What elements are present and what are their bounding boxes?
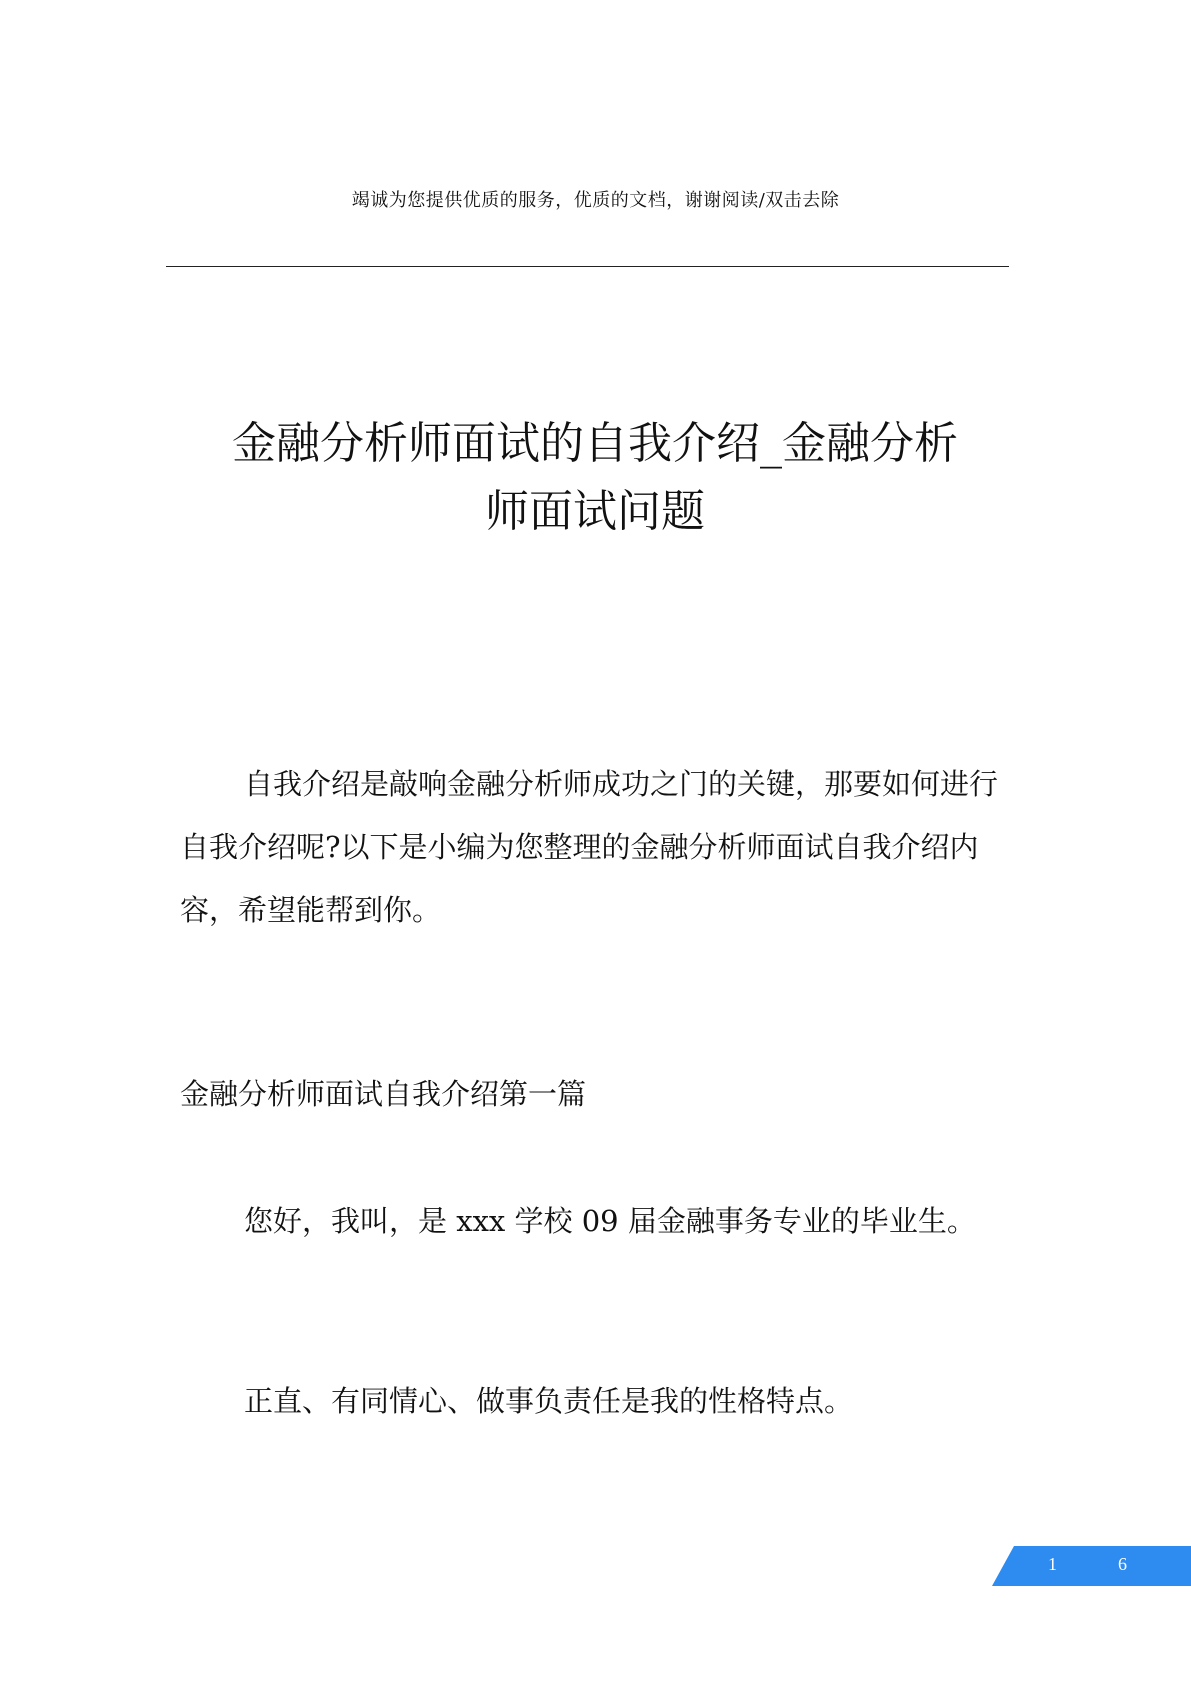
section-heading: 金融分析师面试自我介绍第一篇 — [180, 1077, 587, 1111]
body-paragraph: 正直、有同情心、做事负责任是我的性格特点。 — [244, 1384, 854, 1418]
page-number-total: 6 — [1118, 1554, 1127, 1574]
header-note: 竭诚为您提供优质的服务，优质的文档，谢谢阅读/双击去除 — [351, 190, 840, 211]
page-number-current: 1 — [1048, 1554, 1057, 1574]
document-title — [170, 410, 1020, 546]
page-indicator-tab — [992, 1546, 1191, 1586]
title-line-2: 师面试问题 — [485, 486, 705, 537]
intro-paragraph: 自我介绍是敲响金融分析师成功之门的关键，那要如何进行自我介绍呢?以下是小编为您整理的金融分析师面试自我介绍内容，希望能帮到你。 — [180, 767, 999, 927]
title-line-1: 金融分析师面试的自我介绍_金融分析 — [232, 418, 958, 469]
body-paragraph: 您好，我叫，是 xxx 学校 09 届金融事务专业的毕业生。 — [244, 1204, 976, 1238]
header-rule — [166, 266, 1009, 267]
